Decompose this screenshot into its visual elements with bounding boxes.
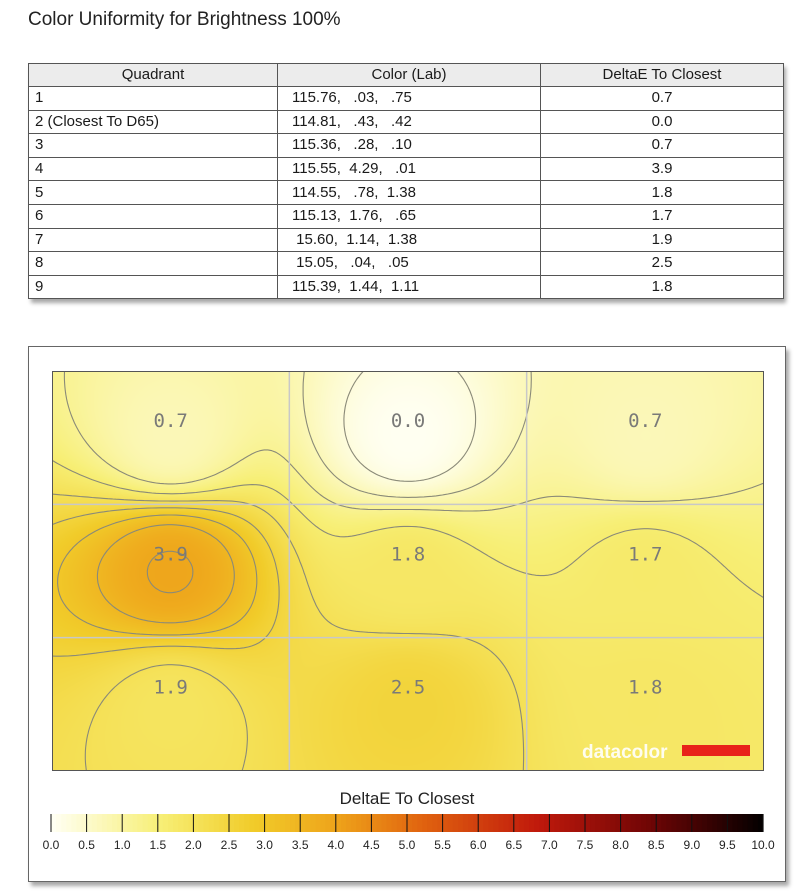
legend-swatch — [595, 814, 601, 832]
legend-swatch — [417, 814, 423, 832]
legend-swatch — [351, 814, 357, 832]
legend-swatch — [519, 814, 525, 832]
legend-swatch — [249, 814, 255, 832]
deltae-cell: 0.0 — [541, 110, 784, 134]
legend-swatch — [300, 814, 306, 832]
legend-tick-label: 3.5 — [291, 838, 309, 852]
legend-swatch — [66, 814, 72, 832]
legend-swatch — [87, 814, 93, 832]
legend-swatch — [61, 814, 67, 832]
quadrant-cell: 9 — [29, 275, 278, 299]
legend-tick-label: 9.5 — [719, 838, 736, 852]
legend-tick-label: 1.5 — [149, 838, 167, 852]
legend-tick-label: 2.5 — [220, 838, 238, 852]
legend-swatch — [727, 814, 733, 832]
legend-swatch — [448, 814, 454, 832]
legend-tick-label: 7.0 — [541, 838, 558, 852]
legend-swatch — [310, 814, 316, 832]
quadrant-cell: 1 — [29, 87, 278, 111]
quadrant-cell: 3 — [29, 134, 278, 158]
legend-swatch — [549, 814, 555, 832]
legend-tick-label: 9.0 — [683, 838, 701, 852]
legend-tick-label: 4.5 — [363, 838, 380, 852]
legend-swatch — [677, 814, 683, 832]
cell-value-label: 3.9 — [153, 543, 188, 566]
legend-swatch — [422, 814, 428, 832]
legend-swatch — [717, 814, 723, 832]
deltae-cell: 1.7 — [541, 204, 784, 228]
legend-swatch — [204, 814, 210, 832]
legend-swatch — [626, 814, 632, 832]
quadrant-cell: 2 (Closest To D65) — [29, 110, 278, 134]
legend-swatch — [71, 814, 77, 832]
legend-swatch — [575, 814, 581, 832]
legend-swatch — [356, 814, 362, 832]
legend-swatch — [661, 814, 667, 832]
legend-title: DeltaE To Closest — [339, 789, 475, 808]
lab-cell: 115.36, .28, .10 — [278, 134, 541, 158]
deltae-cell: 1.9 — [541, 228, 784, 252]
quadrant-cell: 5 — [29, 181, 278, 205]
legend-swatch — [743, 814, 749, 832]
lab-cell: 114.55, .78, 1.38 — [278, 181, 541, 205]
legend-swatch — [671, 814, 677, 832]
legend-swatch — [285, 814, 291, 832]
deltae-cell: 1.8 — [541, 275, 784, 299]
table-row — [29, 275, 784, 299]
legend-swatch — [107, 814, 113, 832]
cell-value-label: 1.8 — [390, 543, 426, 566]
table-row — [29, 110, 784, 134]
legend-swatch — [239, 814, 245, 832]
legend-tick-label: 2.0 — [185, 838, 202, 852]
color-scale-legend — [29, 811, 785, 877]
legend-swatch — [443, 814, 449, 832]
legend-swatch — [646, 814, 652, 832]
legend-swatch — [524, 814, 530, 832]
header-deltae: DeltaE To Closest — [541, 64, 784, 87]
legend-tick-label: 7.5 — [576, 838, 594, 852]
legend-swatch — [198, 814, 204, 832]
legend-swatch — [554, 814, 560, 832]
legend-swatch — [712, 814, 718, 832]
legend-swatch — [499, 814, 505, 832]
legend-swatch — [321, 814, 327, 832]
legend-swatch — [275, 814, 281, 832]
legend-swatch — [682, 814, 688, 832]
legend-swatch — [631, 814, 637, 832]
legend-swatch — [463, 814, 469, 832]
legend-swatch — [666, 814, 672, 832]
cell-value-label: 1.9 — [153, 676, 188, 699]
legend-swatch — [397, 814, 403, 832]
legend-tick-label: 4.0 — [327, 838, 345, 852]
quadrant-cell: 6 — [29, 204, 278, 228]
uniformity-table-container — [28, 63, 783, 299]
lab-cell: 115.55, 4.29, .01 — [278, 157, 541, 181]
legend-swatch — [427, 814, 433, 832]
legend-tick-label: 6.5 — [505, 838, 523, 852]
table-row — [29, 134, 784, 158]
legend-swatch — [738, 814, 744, 832]
legend-swatch — [132, 814, 138, 832]
legend-swatch — [432, 814, 438, 832]
legend-swatch — [56, 814, 62, 832]
legend-swatch — [387, 814, 393, 832]
legend-swatch — [514, 814, 520, 832]
legend-swatch — [229, 814, 235, 832]
table-row — [29, 252, 784, 276]
legend-tick-label: 8.0 — [612, 838, 629, 852]
table-row — [29, 181, 784, 205]
legend-swatch — [732, 814, 738, 832]
legend-swatch — [539, 814, 545, 832]
legend-tick-label: 6.0 — [469, 838, 487, 852]
legend-swatch — [234, 814, 240, 832]
legend-swatch — [137, 814, 143, 832]
legend-swatch — [412, 814, 418, 832]
legend-swatch — [254, 814, 260, 832]
legend-swatch — [453, 814, 459, 832]
legend-swatch — [178, 814, 184, 832]
cell-value-label: 0.0 — [390, 410, 426, 432]
legend-swatch — [371, 814, 377, 832]
legend-swatch — [590, 814, 596, 832]
legend-swatch — [392, 814, 398, 832]
legend-swatch — [290, 814, 296, 832]
legend-swatch — [158, 814, 164, 832]
legend-swatch — [483, 814, 489, 832]
table-header-row — [29, 64, 784, 87]
legend-swatch — [458, 814, 464, 832]
table-row — [29, 157, 784, 181]
legend-swatch — [641, 814, 647, 832]
legend-tick-label: 1.0 — [113, 838, 131, 852]
cell-value-label: 1.8 — [628, 676, 663, 699]
lab-cell: 15.60, 1.14, 1.38 — [278, 228, 541, 252]
legend-swatch — [753, 814, 759, 832]
legend-swatch — [656, 814, 662, 832]
quadrant-cell: 7 — [29, 228, 278, 252]
legend-swatch — [468, 814, 474, 832]
legend-swatch — [488, 814, 494, 832]
legend-tick-label: 5.0 — [398, 838, 416, 852]
legend-swatch — [493, 814, 499, 832]
lab-cell: 115.39, 1.44, 1.11 — [278, 275, 541, 299]
deltae-cell: 1.8 — [541, 181, 784, 205]
legend-tick-label: 3.0 — [256, 838, 273, 852]
legend-swatch — [570, 814, 576, 832]
legend-swatch — [209, 814, 215, 832]
lab-cell: 115.13, 1.76, .65 — [278, 204, 541, 228]
legend-swatch — [610, 814, 616, 832]
legend-swatch — [504, 814, 510, 832]
legend-swatch — [214, 814, 220, 832]
legend-swatch — [748, 814, 754, 832]
watermark-bar — [682, 745, 750, 756]
legend-swatch — [244, 814, 250, 832]
legend-swatch — [280, 814, 286, 832]
legend-swatch — [565, 814, 571, 832]
legend-swatch — [636, 814, 642, 832]
legend-swatch — [148, 814, 154, 832]
legend-swatch — [605, 814, 611, 832]
legend-swatch — [529, 814, 535, 832]
legend-swatch — [265, 814, 271, 832]
deltae-cell: 0.7 — [541, 87, 784, 111]
lab-cell: 115.76, .03, .75 — [278, 87, 541, 111]
legend-swatch — [407, 814, 413, 832]
legend-swatch — [127, 814, 133, 832]
legend-swatch — [51, 814, 57, 832]
legend-tick-label: 10.0 — [751, 838, 775, 852]
legend-swatch — [163, 814, 169, 832]
deltae-cell: 3.9 — [541, 157, 784, 181]
uniformity-heatmap — [52, 371, 764, 771]
uniformity-chart-panel — [28, 346, 786, 882]
legend-swatch — [112, 814, 118, 832]
legend-swatch — [315, 814, 321, 832]
legend-swatch — [707, 814, 713, 832]
legend-swatch — [585, 814, 591, 832]
legend-tick-label: 0.0 — [42, 838, 60, 852]
legend-swatch — [173, 814, 179, 832]
uniformity-table — [28, 63, 784, 299]
page-title: Color Uniformity for Brightness 100% — [28, 9, 341, 30]
legend-swatch — [702, 814, 708, 832]
legend-swatch — [122, 814, 128, 832]
legend-swatch — [692, 814, 698, 832]
quadrant-cell: 4 — [29, 157, 278, 181]
lab-cell: 114.81, .43, .42 — [278, 110, 541, 134]
legend-swatch — [92, 814, 98, 832]
quadrant-cell: 8 — [29, 252, 278, 276]
table-row — [29, 228, 784, 252]
legend-swatch — [270, 814, 276, 832]
legend-swatch — [76, 814, 82, 832]
header-quadrant: Quadrant — [29, 64, 278, 87]
legend-swatch — [97, 814, 103, 832]
legend-swatch — [336, 814, 342, 832]
legend-swatch — [534, 814, 540, 832]
legend-swatch — [382, 814, 388, 832]
legend-swatch — [621, 814, 627, 832]
legend-swatch — [326, 814, 332, 832]
legend-swatch — [346, 814, 352, 832]
lab-cell: 15.05, .04, .05 — [278, 252, 541, 276]
legend-swatch — [193, 814, 199, 832]
cell-value-label: 2.5 — [390, 676, 426, 699]
header-color-lab: Color (Lab) — [278, 64, 541, 87]
watermark-text: datacolor — [582, 742, 668, 763]
legend-swatch — [183, 814, 189, 832]
cell-value-label: 1.7 — [628, 543, 663, 566]
legend-swatch — [361, 814, 367, 832]
table-row — [29, 87, 784, 111]
legend-swatch — [168, 814, 174, 832]
legend-swatch — [219, 814, 225, 832]
legend-swatch — [600, 814, 606, 832]
legend-swatch — [560, 814, 566, 832]
legend-swatch — [305, 814, 311, 832]
legend-swatch — [478, 814, 484, 832]
legend-swatch — [143, 814, 149, 832]
legend-swatch — [102, 814, 108, 832]
legend-tick-label: 8.5 — [647, 838, 665, 852]
legend-swatch — [341, 814, 347, 832]
cell-value-label: 0.7 — [628, 410, 663, 432]
deltae-cell: 2.5 — [541, 252, 784, 276]
legend-swatch — [376, 814, 382, 832]
cell-value-label: 0.7 — [153, 410, 188, 432]
table-row — [29, 204, 784, 228]
legend-tick-label: 0.5 — [78, 838, 95, 852]
deltae-cell: 0.7 — [541, 134, 784, 158]
legend-tick-label: 5.5 — [434, 838, 451, 852]
legend-swatch — [697, 814, 703, 832]
